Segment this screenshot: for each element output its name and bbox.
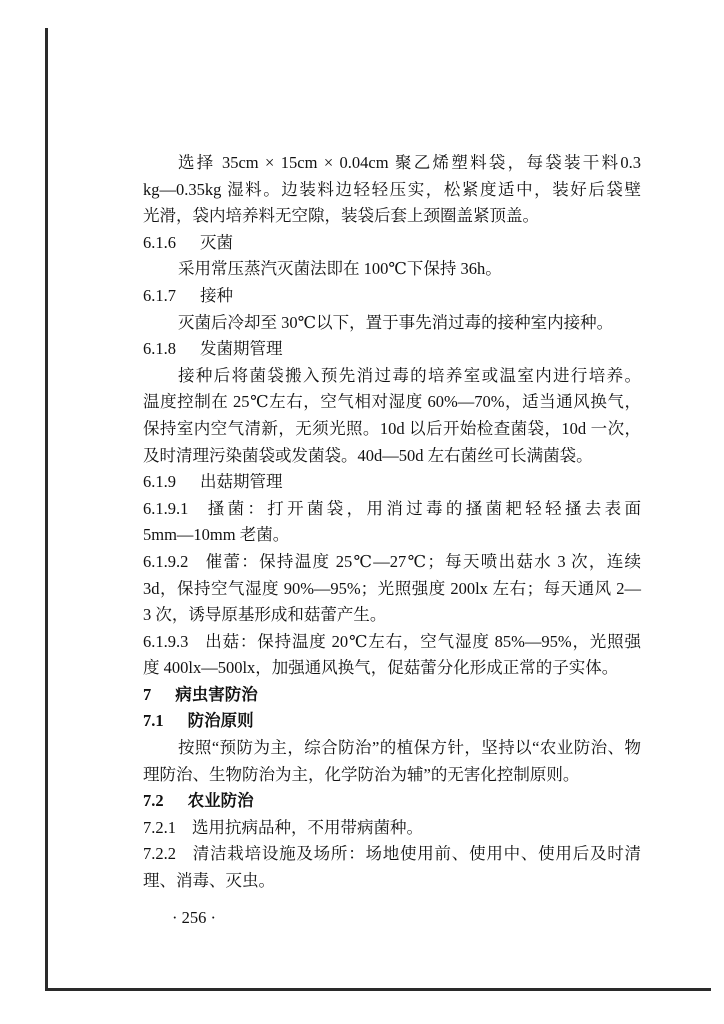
text-line: 5mm—10mm 老菌。: [143, 525, 290, 545]
subsection-line: [143, 841, 641, 868]
text-line: 光滑，袋内培养料无空隙，装袋后套上颈圈盖紧顶盖。: [143, 206, 539, 226]
subsection-number: 7.2.2: [143, 844, 176, 864]
chapter-number: 7: [143, 684, 152, 704]
section-number: 6.1.7: [143, 285, 176, 305]
section-number: 6.1.6: [143, 232, 176, 252]
subsection-number: 6.1.9.1: [143, 498, 189, 518]
section-number: 7.1: [143, 711, 164, 731]
text-line: 灭菌后冷却至 30℃以下，置于事先消过毒的接种室内接种。: [178, 312, 614, 332]
section-heading: [143, 469, 641, 496]
section-number: 6.1.8: [143, 339, 176, 359]
subsection-text: 催蕾：保持温度 25℃—27℃；每天喷出菇水 3 次，连续: [204, 551, 641, 571]
subsection-text: 选用抗病品种，不用带病菌种。: [192, 817, 423, 837]
chapter-title: 病虫害防治: [175, 684, 258, 704]
section-heading: [143, 230, 641, 257]
section-heading: [143, 283, 641, 310]
text-line: 按照“预防为主，综合防治”的植保方针，坚持以“农业防治、物: [178, 738, 641, 758]
section-heading: [143, 708, 641, 735]
text-line: 理防治、生物防治为主，化学防治为辅”的无害化控制原则。: [143, 764, 580, 784]
section-title: 接种: [200, 285, 233, 305]
subsection-text: 出菇：保持温度 20℃左右，空气湿度 85%—95%，光照强: [204, 631, 641, 651]
subsection-line: [143, 549, 641, 576]
subsection-line: [143, 496, 641, 523]
subsection-text: 清洁栽培设施及场所：场地使用前、使用中、使用后及时清: [192, 844, 641, 864]
section-heading: [143, 788, 641, 815]
section-title: 灭菌: [200, 232, 233, 252]
chapter-heading: [143, 682, 641, 709]
page-binding-edge: [45, 28, 48, 990]
text-line: 选择 35cm × 15cm × 0.04cm 聚乙烯塑料袋，每袋装干料0.3: [178, 153, 641, 172]
text-line: 接种后将菌袋搬入预先消过毒的培养室或温室内进行培养。: [178, 365, 641, 385]
section-number: 7.2: [143, 791, 164, 811]
page-bottom-edge: [45, 988, 711, 991]
subsection-line: [143, 629, 641, 656]
page-body: [143, 150, 641, 895]
text-line: 保持室内空气清新，无须光照。10d 以后开始检查菌袋，10d 一次，: [143, 418, 641, 438]
section-title: 农业防治: [187, 791, 254, 811]
subsection-text: 搔菌：打开菌袋，用消过毒的搔菌耙轻轻搔去表面: [204, 498, 641, 518]
text-line: 3 次，诱导原基形成和菇蕾产生。: [143, 605, 387, 625]
text-line: 理、消毒、灭虫。: [143, 871, 275, 891]
section-heading: [143, 336, 641, 363]
text-line: 温度控制在 25℃左右，空气相对湿度 60%—70%，适当通风换气，: [143, 392, 641, 412]
text-line: 度 400lx—500lx，加强通风换气，促菇蕾分化形成正常的子实体。: [143, 658, 619, 678]
subsection-line: [143, 815, 641, 842]
text-line: 采用常压蒸汽灭菌法即在 100℃下保持 36h。: [178, 259, 502, 279]
section-title: 防治原则: [187, 711, 254, 731]
subsection-number: 6.1.9.3: [143, 631, 189, 651]
subsection-number: 7.2.1: [143, 817, 176, 837]
section-title: 发菌期管理: [200, 339, 283, 359]
page-number: · 256 ·: [172, 908, 216, 927]
subsection-number: 6.1.9.2: [143, 551, 189, 571]
text-line: 3d，保持空气湿度 90%—95%；光照强度 200lx 左右；每天通风 2—: [143, 578, 641, 598]
section-title: 出菇期管理: [200, 472, 283, 492]
section-number: 6.1.9: [143, 472, 176, 492]
text-line: kg—0.35kg 湿料。边装料边轻轻压实，松紧度适中，装好后袋壁: [143, 179, 641, 199]
text-line: 及时清理污染菌袋或发菌袋。40d—50d 左右菌丝可长满菌袋。: [143, 445, 593, 465]
